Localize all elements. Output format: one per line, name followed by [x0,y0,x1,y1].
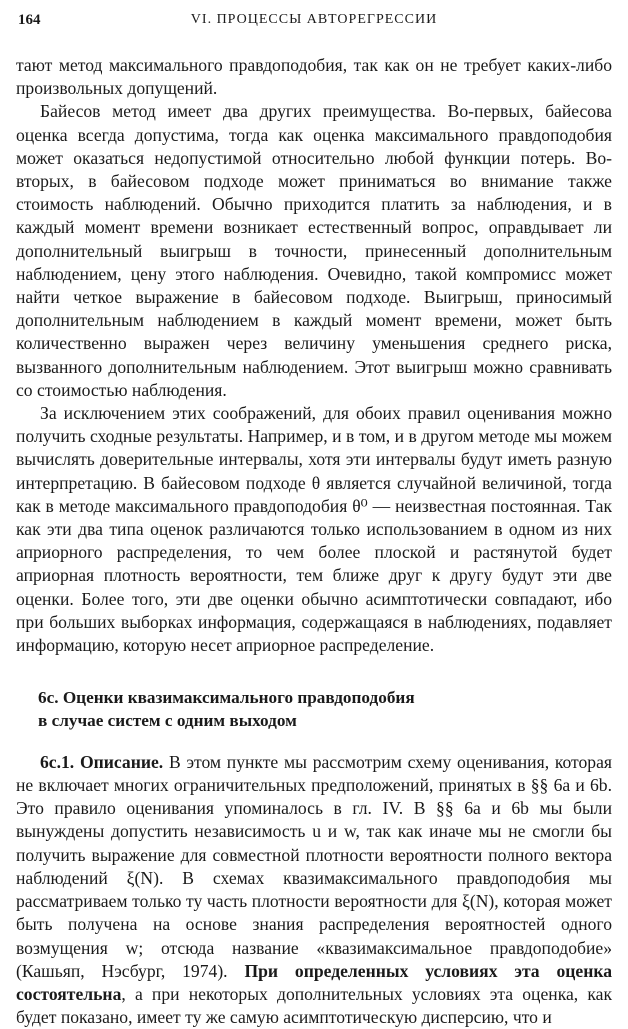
paragraph-similar-results: За исключением этих соображений, для обоих правил оценивания можно получить сходные результаты. Например, и в том, и в другом методе мы можем вычислять доверительные интервалы, хотя эти интервалы будут иметь разную интерпретацию. В байесовом подходе θ является случайной величиной, тогда как в методе максимального правдоподобия θ⁰ — неизвестная постоянная. Так как эти два типа оценок различаются только использованием в одном из них априорного распределения, то чем более плоской и растянутой будет априорная плотность вероятности, тем ближе друг к другу будут эти две оценки. Более того, эти две оценки обычно асимптотически совпадают, ибо при больших выборках информация, содержащаяся в наблюдениях, подавляет информацию, которую несет априорное распределение. [16,403,612,656]
paragraph-continuation: тают метод максимального правдоподобия, так как он не требует каких-либо произвольных допущений. [16,55,612,99]
body-text [16,54,612,1029]
subsection-bold-text: При определенных условиях эта оценка состоятельна [16,960,612,1004]
paragraph-bayes-advantages: Байесов метод имеет два других преимущества. Во-первых, байесова оценка всегда допустима, тогда как оценка максимального правдоподобия может оказаться недопустимой относительно любой функции потерь. Во-вторых, в байесовом подходе может приниматься во внимание также стоимость наблюдений. Обычно приходится платить за наблюдения, и в каждый момент времени возникает естественный вопрос, оправдывает ли дополнительный выигрыш в точности, принесенный дополнительным наблюдением, цену этого наблюдения. Очевидно, такой компромисс может найти четкое выражение в байесовом подходе. Выигрыш, приносимый дополнительным наблюдением в каждый момент времени, может быть количественно выражен через величину уменьшения среднего риска, вызванного дополнительным наблюдением. Этот выигрыш можно сравнивать со стоимостью наблюдения. [16,101,612,400]
subsection-label: 6c.1. Описание. [40,751,164,772]
running-title: VI. ПРОЦЕССЫ АВТОРЕГРЕССИИ [190,12,438,27]
section-heading-line-1: 6c. Оценки квазимаксимального правдоподобия [38,688,415,708]
page-number: 164 [18,12,41,28]
subsection-tail-text: , а при некоторых дополнительных условиях эта оценка, как будет показано, имеет ту же самую асимптотическую дисперсию, что и [16,983,612,1028]
subsection-paragraph [16,751,612,1029]
book-page [16,8,612,1029]
section-heading [38,687,612,733]
section-heading-line-2: в случае систем с одним выходом [38,711,297,731]
subsection-text: В этом пункте мы рассмотрим схему оценивания, которая не включает многих ограничительных предположений, принятых в §§ 6a и 6b. Это правило оценивания упоминалось в гл. IV. В §§ 6a и 6b мы были вынуждены допустить независимость u и w, так как иначе мы не смогли бы получить выражение для совместной плотности вероятности полного вектора наблюдений ξ(N). В схемах квазимаксимального правдоподобия мы рассматриваем только ту часть плотности вероятности для ξ(N), которая может быть получена на основе знания распределения вероятностей одного возмущения w; отсюда название «квазимаксимальное правдоподобие» (Кашьяп, Нэсбург, 1974). [16,751,613,981]
running-header [16,8,612,32]
